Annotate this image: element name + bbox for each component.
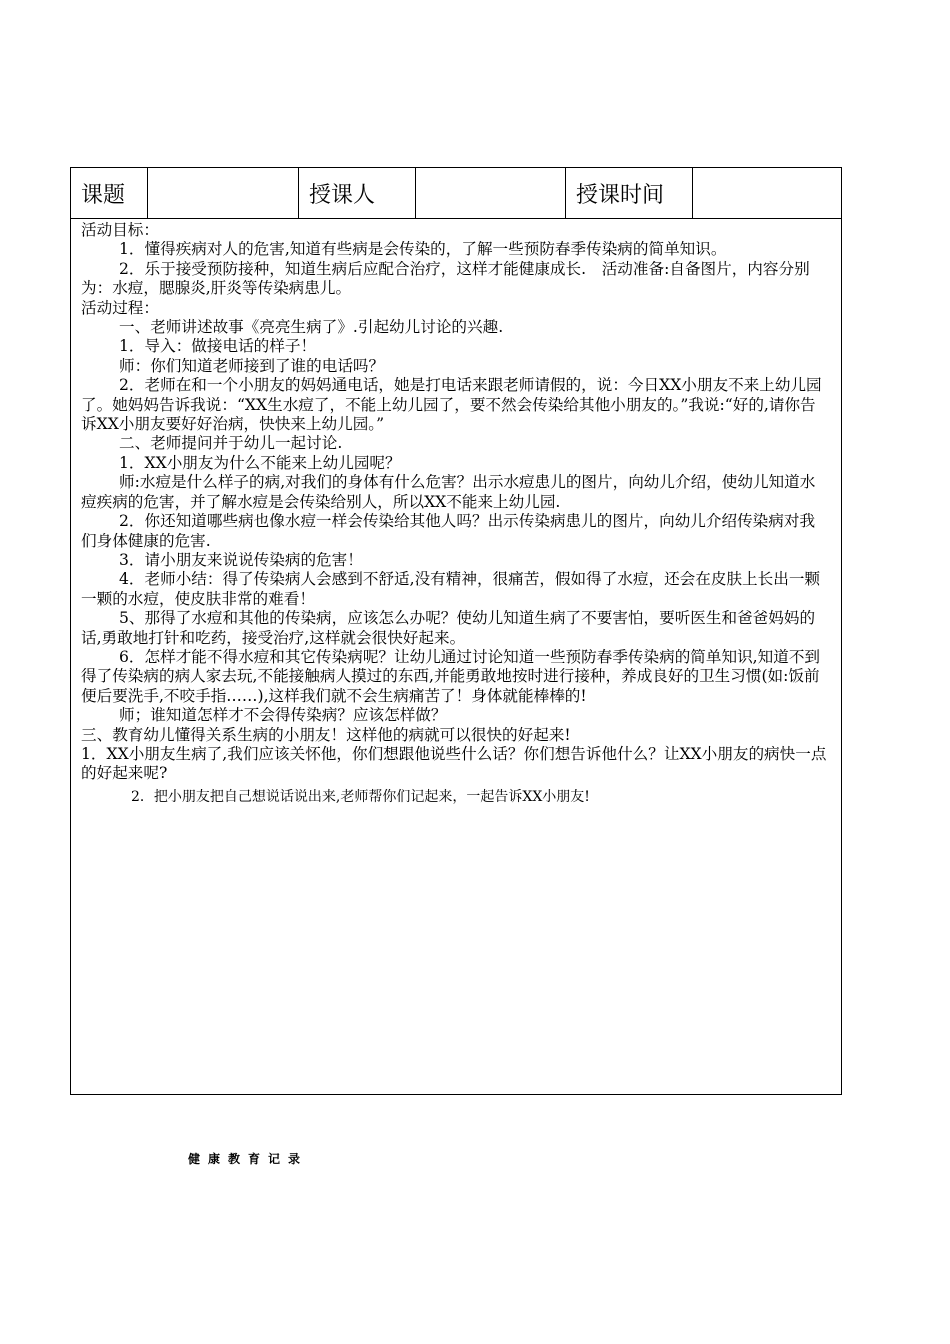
- paragraph: 师；谁知道怎样才不会得传染病？应该怎样做？: [119, 706, 447, 725]
- time-value-cell[interactable]: [693, 168, 841, 218]
- paragraph: 活动过程：: [81, 298, 159, 317]
- paragraph: 2．你还知道哪些病也像水痘一样会传染给其他人吗？出示传染病患儿的图片，向幼儿介绍传染病对我们身体健康的危害.: [81, 512, 816, 550]
- footer-title: 健康教育记录: [188, 1152, 309, 1166]
- paragraph: 2．老师在和一个小朋友的妈妈通电话，她是打电话来跟老师请假的，说：今日XX小朋友不来上幼儿园了。她妈妈告诉我说：“XX生水痘了，不能上幼儿园了，要不然会传染给其他小朋友的。”我说:“好的,请你告诉XX小朋友要好好治病，快快来上幼儿园。”: [81, 376, 822, 434]
- paragraph: 二、老师提问并于幼儿一起讨论.: [119, 434, 343, 453]
- topic-label: 课题: [71, 168, 148, 218]
- lesson-content: [71, 219, 841, 810]
- paragraph: 1．导入：做接电话的样子！: [119, 337, 317, 356]
- paragraph: 师:水痘是什么样子的病,对我们的身体有什么危害？出示水痘患儿的图片，向幼儿介绍，使幼儿知道水痘疾病的危害，并了解水痘是会传染给别人，所以XX不能来上幼儿园.: [81, 473, 816, 511]
- time-label: 授课时间: [566, 168, 693, 218]
- paragraph: 三、教育幼儿懂得关系生病的小朋友！这样他的病就可以很快的好起来!: [81, 725, 571, 744]
- header-row: [71, 168, 841, 219]
- paragraph: 1．XX小朋友生病了,我们应该关怀他，你们想跟他说些什么话？你们想告诉他什么？让XX小朋友的病快一点的好起来呢?: [81, 744, 827, 783]
- teacher-value-cell[interactable]: [416, 168, 566, 218]
- paragraph: 1．XX小朋友为什么不能来上幼儿园呢？: [119, 453, 401, 472]
- paragraph: 活动目标：: [81, 221, 159, 239]
- paragraph: 2．乐于接受预防接种，知道生病后应配合治疗，这样才能健康成长. 活动准备:自备图片，内容分别为：水痘，腮腺炎,肝炎等传染病患儿。: [81, 259, 810, 298]
- topic-value-cell[interactable]: [148, 168, 299, 218]
- paragraph: 4．老师小结：得了传染病人会感到不舒适,没有精神，很痛苦，假如得了水痘，还会在皮肤上长出一颗一颗的水痘，使皮肤非常的难看！: [81, 570, 821, 608]
- paragraph: 1．懂得疾病对人的危害,知道有些病是会传染的，了解一些预防春季传染病的简单知识。: [119, 240, 727, 259]
- paragraph: 师：你们知道老师接到了谁的电话吗？: [119, 356, 385, 375]
- paragraph: 3．请小朋友来说说传染病的危害！: [119, 550, 363, 569]
- paragraph: 6．怎样才能不得水痘和其它传染病呢？让幼儿通过讨论知道一些预防春季传染病的简单知识,知道不到得了传染病的病人家去玩,不能接触病人摸过的东西,并能勇敢地按时进行接种，养成良好的卫生习惯(如:饭前便后要洗手,不咬手指……),这样我们就不会生病痛苦了！身体就能棒棒的!: [81, 647, 821, 705]
- paragraph: 5、那得了水痘和其他的传染病，应该怎么办呢？使幼儿知道生病了不要害怕，要听医生和爸爸妈妈的话,勇敢地打针和吃药，接受治疗,这样就会很快好起来。: [81, 609, 816, 647]
- lesson-record-table: [70, 167, 842, 1095]
- teacher-label: 授课人: [299, 168, 416, 218]
- paragraph: 一、老师讲述故事《亮亮生病了》.引起幼儿讨论的兴趣.: [119, 318, 504, 337]
- last-line: 2．把小朋友把自己想说话说出来,老师帮你们记起来，一起告诉XX小朋友!: [131, 788, 590, 805]
